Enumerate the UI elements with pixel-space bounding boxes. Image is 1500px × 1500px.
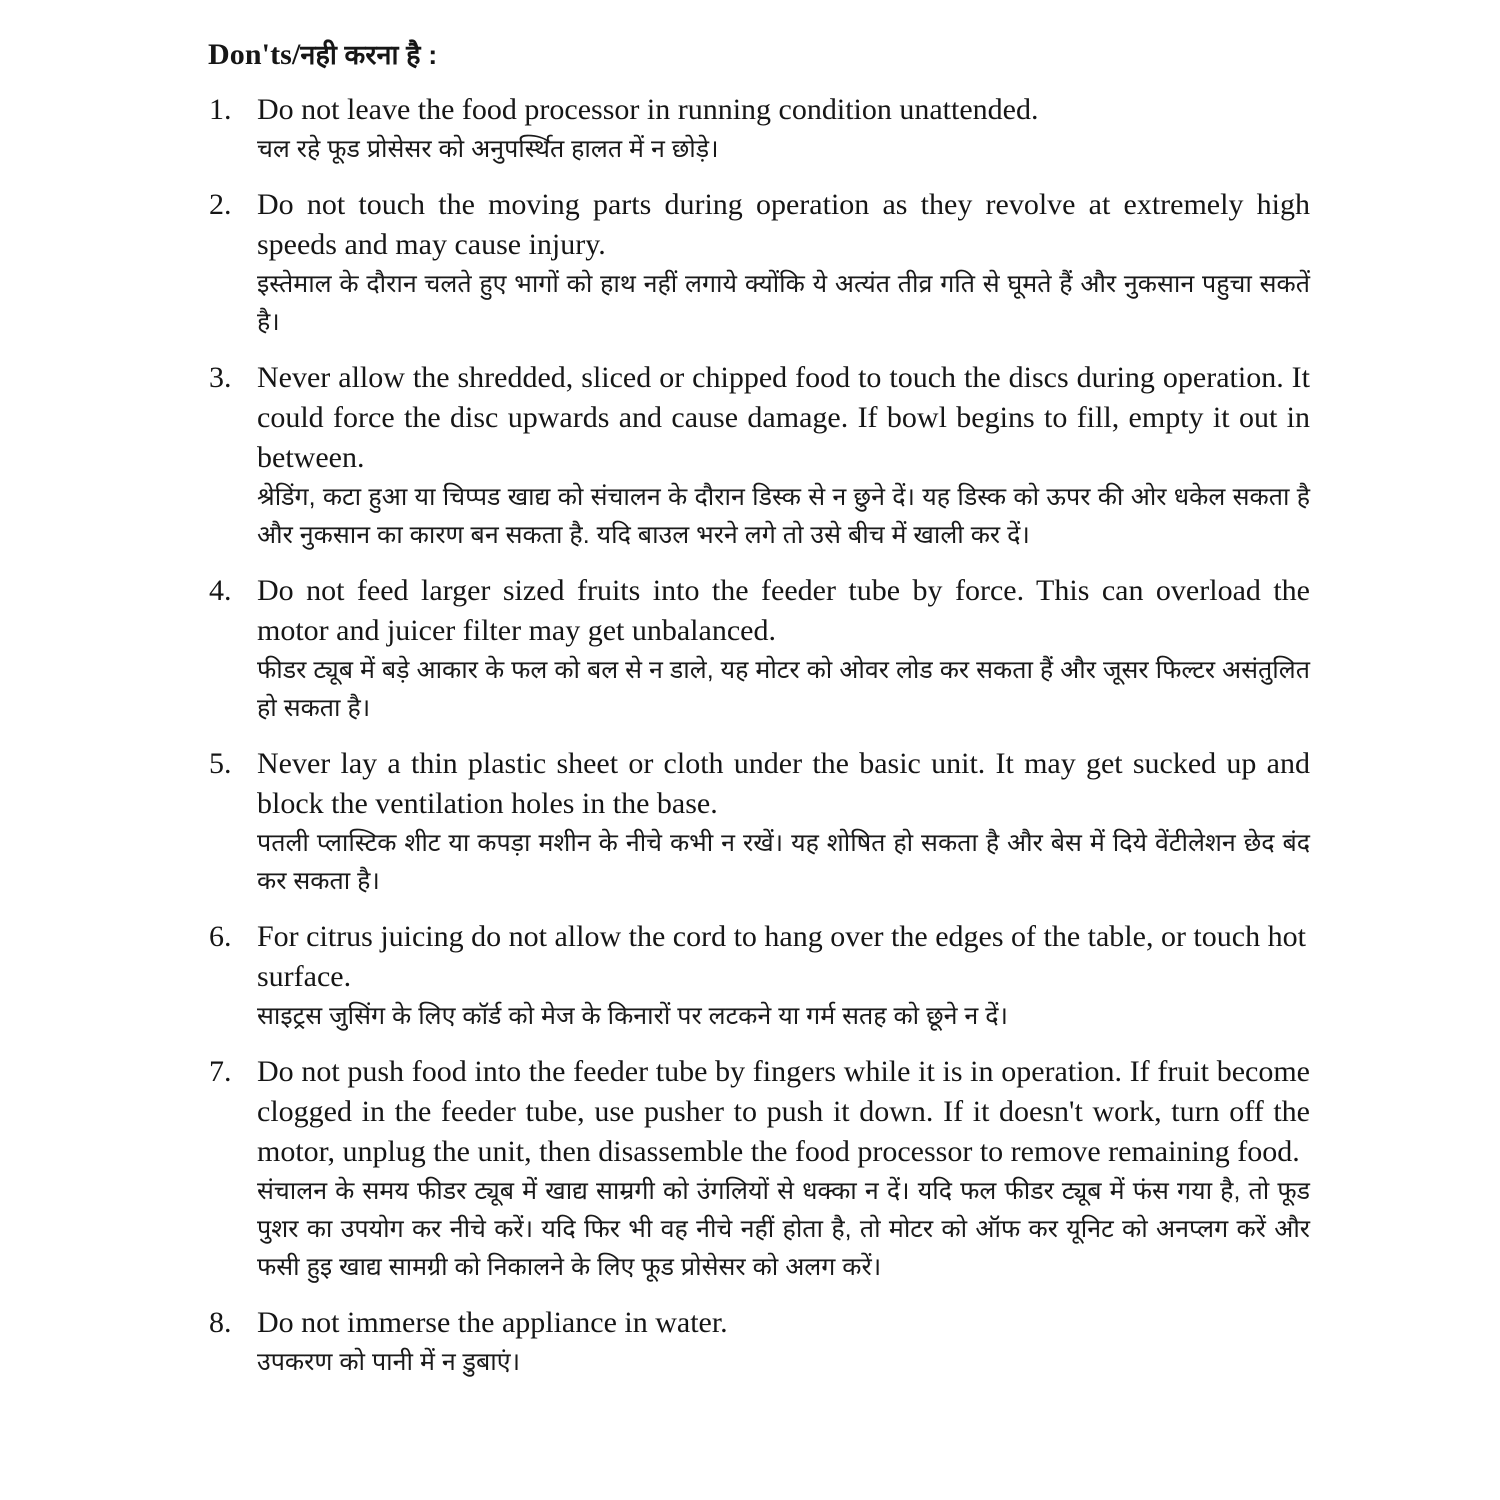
list-item [205, 358, 1310, 554]
list-item-number: 2. [209, 187, 232, 221]
list-item-text-english: Do not leave the food processor in running condition unattended. [257, 92, 1039, 126]
list-item-number: 7. [209, 1054, 232, 1088]
page-title-english: Don'ts/ [208, 38, 301, 71]
donts-list [205, 90, 1310, 1381]
list-item-text-hindi: पतली प्लास्टिक शीट या कपड़ा मशीन के नीचे कभी न रखें। यह शोषित हो सकता है और बेस में दिये वेंटीलेशन छेद बंद कर सकता है। [257, 828, 1310, 895]
list-item-number: 3. [209, 360, 232, 394]
list-item [205, 744, 1310, 900]
page-title [208, 36, 1310, 74]
list-item-number: 5. [209, 746, 232, 780]
list-item-number: 1. [209, 92, 232, 126]
list-item [205, 917, 1310, 1035]
page-title-hindi: नही करना है : [300, 40, 438, 70]
list-item-text-hindi: साइट्रस जुसिंग के लिए कॉर्ड को मेज के किनारों पर लटकने या गर्म सतह को छूने न दें। [257, 1001, 1009, 1030]
list-item-text-english: Never allow the shredded, sliced or chipped food to touch the discs during operation. It could force the disc upwards and cause damage. If bowl begins to fill, empty it out in between. [257, 360, 1310, 474]
list-item-number: 8. [209, 1305, 232, 1339]
list-item [205, 1052, 1310, 1286]
list-item-text-hindi: संचालन के समय फीडर ट्यूब में खाद्य साम्रगी को उंगलियों से धक्का न दें। यदि फल फीडर ट्यूब में फंस गया है, तो फूड पुशर का उपयोग कर नीचे करें। यदि फिर भी वह नीचे नहीं होता है, तो मोटर को ऑफ कर यूनिट को अनप्लग करें और फसी हुइ खाद्य सामग्री को निकालने के लिए फूड प्रोसेसर को अलग करें। [257, 1176, 1310, 1281]
list-item-text-english: Do not feed larger sized fruits into the feeder tube by force. This can overload the motor and juicer filter may get unbalanced. [257, 573, 1310, 647]
list-item-text-english: For citrus juicing do not allow the cord to hang over the edges of the table, or touch hot surface. [257, 919, 1306, 993]
list-item-text-english: Do not push food into the feeder tube by fingers while it is in operation. If fruit become clogged in the feeder tube, use pusher to push it down. If it doesn't work, turn off the motor, unplug the unit, then disassemble the food processor to remove remaining food. [257, 1054, 1310, 1168]
list-item-text-english: Never lay a thin plastic sheet or cloth under the basic unit. It may get sucked up and block the ventilation holes in the base. [257, 746, 1310, 820]
list-item-text-english: Do not touch the moving parts during operation as they revolve at extremely high speeds and may cause injury. [257, 187, 1310, 261]
list-item-text-hindi: चल रहे फूड प्रोसेसर को अनुपर्स्थित हालत में न छोड़े। [257, 134, 719, 163]
list-item-text-hindi: इस्तेमाल के दौरान चलते हुए भागों को हाथ नहीं लगाये क्योंकि ये अत्यंत तीव्र गति से घूमते हैं और नुकसान पहुचा सकतें है। [257, 269, 1310, 336]
list-item-text-hindi: फीडर ट्यूब में बड़े आकार के फल को बल से न डाले, यह मोटर को ओवर लोड कर सकता हैं और जूसर फिल्टर असंतुलित हो सकता है। [257, 655, 1310, 722]
list-item-text-hindi: उपकरण को पानी में न डुबाएं। [257, 1347, 521, 1376]
list-item-number: 6. [209, 919, 232, 953]
list-item-text-hindi: श्रेडिंग, कटा हुआ या चिप्पड खाद्य को संचालन के दौरान डिस्क से न छुने दें। यह डिस्क को ऊपर की ओर धकेल सकता है और नुकसान का कारण बन सकता है. यदि बाउल भरने लगे तो उसे बीच में खाली कर दें। [257, 482, 1310, 549]
list-item [205, 90, 1310, 168]
list-item-text-english: Do not immerse the appliance in water. [257, 1305, 728, 1339]
list-item-number: 4. [209, 573, 232, 607]
list-item [205, 185, 1310, 341]
list-item [205, 1303, 1310, 1381]
list-item [205, 571, 1310, 727]
